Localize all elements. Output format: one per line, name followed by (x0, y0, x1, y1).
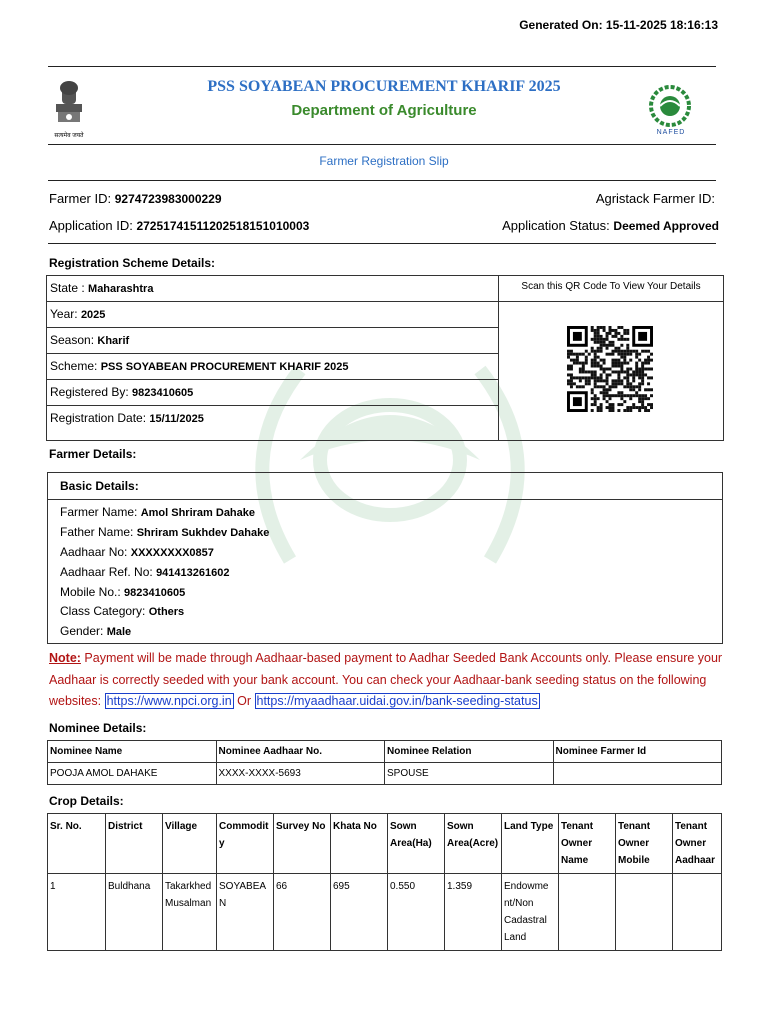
row-label: State : (50, 281, 85, 295)
row-value: 941413261602 (156, 567, 230, 579)
farmer-name-row (60, 505, 255, 519)
row-value: Kharif (97, 335, 130, 347)
table-header: Sr. No. (48, 814, 106, 874)
table-header: Khata No (331, 814, 388, 874)
note-label: Note: (49, 651, 81, 665)
row-label: Father Name: (60, 525, 134, 539)
nominee-table (47, 740, 722, 785)
scheme-row-scheme (47, 354, 498, 380)
aadhaar-ref-row (60, 565, 229, 579)
table-header: Survey No (274, 814, 331, 874)
status-badge: Deemed Approved (613, 219, 719, 233)
payment-note (49, 648, 729, 713)
table-header-row (48, 814, 722, 874)
uidai-link[interactable]: https://myaadhaar.uidai.gov.in/bank-seeding-status (256, 694, 538, 708)
row-label: Scheme: (50, 359, 98, 373)
scheme-row-state (47, 276, 498, 302)
aadhaar-row (60, 545, 214, 559)
mobile-row (60, 585, 185, 599)
application-id-label: Application ID: (49, 218, 133, 233)
row-label: Mobile No.: (60, 585, 121, 599)
row-value: Others (148, 606, 185, 618)
row-value: Maharashtra (88, 283, 154, 295)
class-category-row (60, 604, 184, 618)
farmer-id (49, 191, 222, 206)
crop-heading: Crop Details: (49, 794, 124, 808)
table-cell: Endowme nt/Non Cadastral Land (502, 874, 559, 951)
basic-details-box (47, 472, 723, 644)
status-label: Application Status: (502, 218, 610, 233)
table-cell: 66 (274, 874, 331, 951)
row-value: Amol Shriram Dahake (140, 507, 256, 519)
table-cell (553, 763, 722, 785)
slip-title: Farmer Registration Slip (319, 154, 449, 168)
scheme-row-registered-by (47, 380, 498, 406)
row-label: Season: (50, 333, 95, 347)
table-header: Nominee Relation (385, 741, 554, 763)
table-header: Nominee Farmer Id (553, 741, 722, 763)
row-label: Farmer Name: (60, 505, 138, 519)
row-value: 2025 (80, 309, 106, 321)
table-cell: XXXX-XXXX-5693 (216, 763, 385, 785)
row-value: 9823410605 (132, 387, 194, 399)
row-label: Class Category: (60, 604, 146, 618)
table-cell: Buldhana (106, 874, 163, 951)
row-value: 9823410605 (124, 587, 186, 599)
emblem-motto: सत्यमेव जयते (54, 133, 84, 139)
generated-on: Generated On: 15-11-2025 18:16:13 (519, 18, 718, 32)
row-label: Year: (50, 307, 78, 321)
table-header: Tenant Owner Mobile (616, 814, 673, 874)
divider (48, 180, 716, 181)
farmer-heading: Farmer Details: (49, 447, 137, 461)
nafed-label: NAFED (656, 129, 686, 136)
row-value: Male (106, 626, 132, 638)
divider (48, 243, 716, 244)
table-header-row (48, 741, 722, 763)
table-cell: 695 (331, 874, 388, 951)
table-header: Village (163, 814, 217, 874)
table-cell: SOYABEA N (217, 874, 274, 951)
scheme-row-season (47, 328, 498, 354)
row-label: Registration Date: (50, 411, 147, 425)
table-header: Sown Area(Acre) (445, 814, 502, 874)
row-value: PSS SOYABEAN PROCUREMENT KHARIF 2025 (100, 361, 349, 373)
application-id-value: 27251741511202518151010003 (136, 219, 310, 233)
note-text: Payment will be made through Aadhaar-based payment to Aadhar Seeded Bank Accounts only. Please ensure your Aadhaar is correctly seeded with your bank account. You can check your Aadhaar-bank seeding status on the following websites: (49, 651, 723, 708)
gender-row (60, 624, 131, 638)
qr-label: Scan this QR Code To View Your Details (499, 276, 723, 302)
divider (48, 66, 716, 67)
table-header: Tenant Owner Name (559, 814, 616, 874)
npci-link[interactable]: https://www.npci.org.in (106, 694, 232, 708)
table-header: Sown Area(Ha) (388, 814, 445, 874)
row-label: Aadhaar Ref. No: (60, 565, 153, 579)
scheme-row-registration-date (47, 406, 498, 443)
table-header: District (106, 814, 163, 874)
row-value: 15/11/2025 (149, 413, 204, 425)
table-header: Nominee Aadhaar No. (216, 741, 385, 763)
table-cell (673, 874, 722, 951)
application-id (49, 218, 309, 233)
table-header: Nominee Name (48, 741, 217, 763)
department-name: Department of Agriculture (291, 102, 477, 119)
basic-details-heading: Basic Details: (48, 473, 722, 500)
table-cell: POOJA AMOL DAHAKE (48, 763, 217, 785)
note-or: Or (233, 694, 255, 708)
table-header: Land Type (502, 814, 559, 874)
nominee-heading: Nominee Details: (49, 721, 147, 735)
table-cell (616, 874, 673, 951)
table-cell: 0.550 (388, 874, 445, 951)
table-cell: 1.359 (445, 874, 502, 951)
table-cell: SPOUSE (385, 763, 554, 785)
table-cell (559, 874, 616, 951)
agristack-label: Agristack Farmer ID: (595, 191, 715, 206)
row-label: Registered By: (50, 385, 129, 399)
scheme-heading: Registration Scheme Details: (49, 256, 216, 270)
table-row (48, 763, 722, 785)
table-cell: Takarkhed Musalman (163, 874, 217, 951)
scheme-row-year (47, 302, 498, 328)
table-cell: 1 (48, 874, 106, 951)
father-name-row (60, 525, 269, 539)
qr-code-icon[interactable] (566, 326, 654, 412)
table-header: Commodit y (217, 814, 274, 874)
row-value: Shriram Sukhdev Dahake (136, 527, 270, 539)
farmer-id-label: Farmer ID: (49, 191, 112, 206)
row-value: XXXXXXXX0857 (130, 547, 214, 559)
application-status (502, 218, 719, 233)
divider (48, 144, 716, 145)
table-row (48, 874, 722, 951)
page-title: PSS SOYABEAN PROCUREMENT KHARIF 2025 (207, 78, 561, 95)
row-label: Gender: (60, 624, 104, 638)
farmer-id-value: 9274723983000229 (114, 192, 222, 206)
row-label: Aadhaar No: (60, 545, 128, 559)
nafed-logo-icon (648, 84, 692, 128)
table-header: Tenant Owner Aadhaar (673, 814, 722, 874)
crop-table (47, 813, 722, 951)
